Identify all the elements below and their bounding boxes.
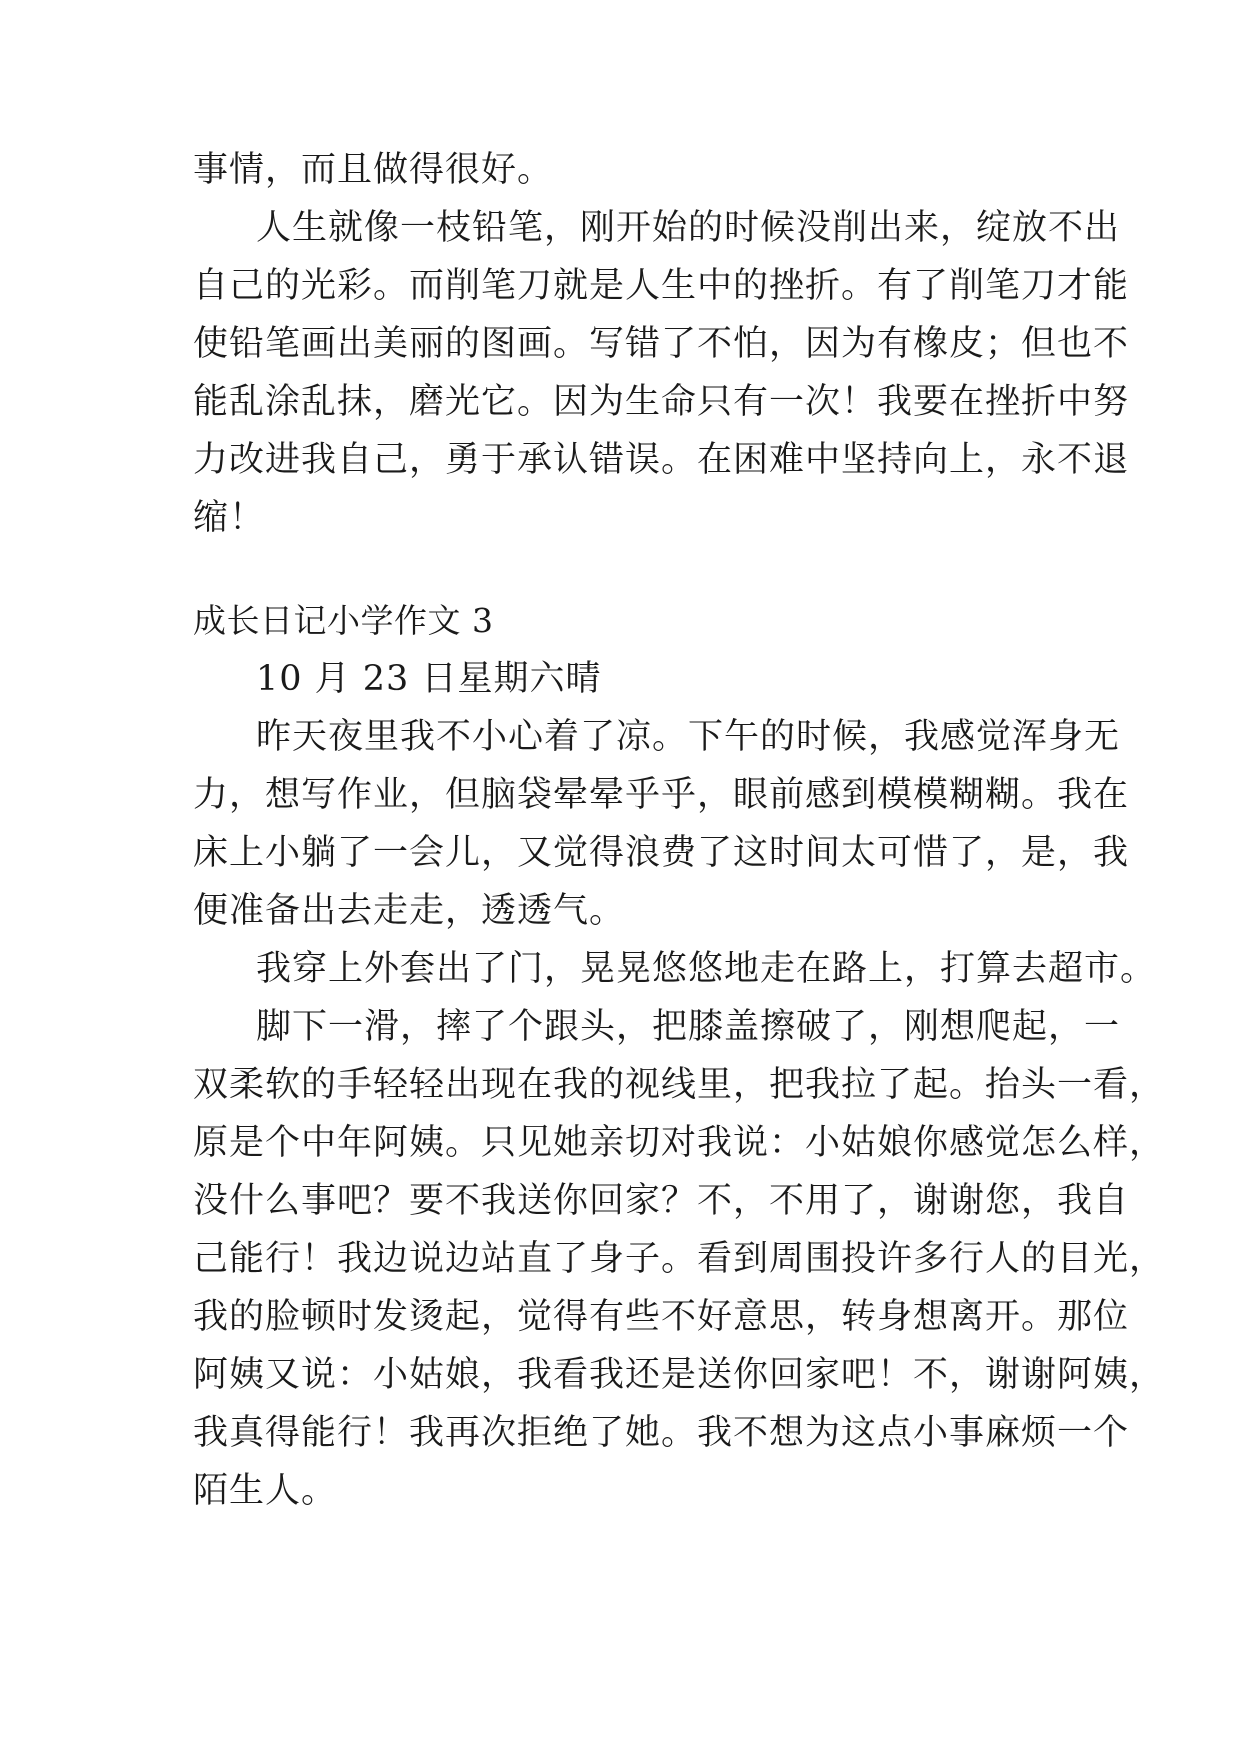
paragraph-line: 我的脸顿时发烫起，觉得有些不好意思，转身想离开。那位 [193,1297,1130,1337]
paragraph-line: 事情，而且做得很好。 [193,150,554,190]
paragraph-line: 力改进我自己，勇于承认错误。在困难中坚持向上，永不退 [193,440,1130,480]
paragraph-line: 阿姨又说：小姑娘，我看我还是送你回家吧！不，谢谢阿姨， [193,1355,1166,1395]
paragraph-line: 力，想写作业，但脑袋晕晕乎乎，眼前感到模模糊糊。我在 [193,775,1130,815]
paragraph-line: 缩！ [193,498,266,538]
date-line: 10 月 23 日星期六晴 [256,659,602,699]
paragraph-line: 陌生人。 [193,1471,338,1511]
paragraph-line: 我穿上外套出了门，晃晃悠悠地走在路上，打算去超市。 [256,949,1157,989]
paragraph-line: 脚下一滑，摔了个跟头，把膝盖擦破了，刚想爬起，一 [256,1007,1121,1047]
paragraph-line: 自己的光彩。而削笔刀就是人生中的挫折。有了削笔刀才能 [193,266,1130,306]
paragraph-line: 双柔软的手轻轻出现在我的视线里，把我拉了起。抬头一看， [193,1065,1166,1105]
paragraph-line: 能乱涂乱抹，磨光它。因为生命只有一次！我要在挫折中努 [193,382,1130,422]
paragraph-line: 我真得能行！我再次拒绝了她。我不想为这点小事麻烦一个 [193,1413,1130,1453]
paragraph-line: 便准备出去走走，透透气。 [193,891,626,931]
paragraph-line: 床上小躺了一会儿，又觉得浪费了这时间太可惜了，是，我 [193,833,1130,873]
paragraph-line: 己能行！我边说边站直了身子。看到周围投许多行人的目光， [193,1239,1166,1279]
paragraph-line: 没什么事吧？要不我送你回家？不，不用了，谢谢您，我自 [193,1181,1130,1221]
section-title: 成长日记小学作文 3 [193,601,494,640]
paragraph-line: 人生就像一枝铅笔，刚开始的时候没削出来，绽放不出 [256,208,1121,248]
paragraph-line: 原是个中年阿姨。只见她亲切对我说：小姑娘你感觉怎么样， [193,1123,1166,1163]
paragraph-line: 昨天夜里我不小心着了凉。下午的时候，我感觉浑身无 [256,717,1121,757]
paragraph-line: 使铅笔画出美丽的图画。写错了不怕，因为有橡皮；但也不 [193,324,1130,364]
